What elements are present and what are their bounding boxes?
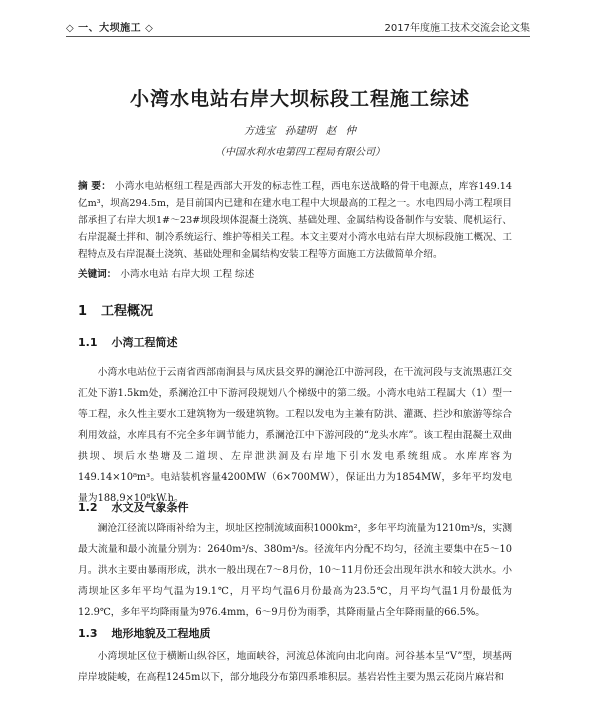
subsection-number: 1.3 <box>78 627 98 640</box>
subsection-number: 1.1 <box>78 336 98 349</box>
keywords-text: 小湾水电站 右岸大坝 工程 综述 <box>120 269 255 280</box>
article-affiliation: （中国水利水电第四工程局有限公司） <box>215 147 385 158</box>
subsection-heading-1-3 <box>78 625 211 641</box>
abstract-text: 小湾水电站枢纽工程是西部大开发的标志性工程，西电东送战略的骨干电源点，库容149.14亿m³，坝高294.5m，是目前国内已建和在建水电工程中大坝最高的工程之一。水电四局小湾工程项目部承担了右岸大坝1#～23#坝段坝体混凝土浇筑、基础处理、金属结构设备制作与安装、爬机运行、右岸混凝土拌和、制冷系统运行、维护等相关工程。本文主要对小湾水电站右岸大坝标段施工概况、工程特点及右岸混凝土浇筑、基础处理和金属结构安装工程等方面施工方法做简单介绍。 <box>78 181 512 260</box>
article-authors: 方选宝 孙建明 赵 仲 <box>243 125 356 137</box>
article-title: 小湾水电站右岸大坝标段工程施工综述 <box>129 88 470 110</box>
keywords-label: 关键词： <box>78 269 117 280</box>
section-title: 工程概况 <box>101 304 154 319</box>
subsection-title: 小湾工程简述 <box>111 336 178 349</box>
subsection-heading-1-1 <box>78 334 178 350</box>
abstract-label: 摘 要： <box>78 181 112 192</box>
paragraph-1-3: 小湾坝址区位于横断山纵谷区，地面峡谷，河流总体流向由北向南。河谷基本呈“V”型，坝基两岸岸坡陡峻，在高程1245m以下，部分地段分布第四系堆积层。基岩岩性主要为黑云花岗片麻岩和 <box>78 651 512 683</box>
header-section-label: ◇ 一、大坝施工 ◇ <box>66 22 154 34</box>
abstract <box>78 178 512 263</box>
paragraph-1-1: 小湾水电站位于云南省西部南涧县与凤庆县交界的澜沧江中游河段，在干流河段与支流黑惠江交汇处下游1.5km处，系澜沧江中下游河段规划八个梯级中的第二级。小湾水电站工程属大（1）型一等工程，永久性主要水工建筑物为一级建筑物。工程以发电为主兼有防洪、灌溉、拦沙和旅游等综合利用效益，水库具有不完全多年调节能力，系澜沧江中下游河段的“龙头水库”。该工程由混凝土双曲拱坝、坝后水垫塘及二道坝、左岸泄洪洞及右岸地下引水发电系统组成。水库库容为149.14×10⁸m³。电站装机容量4200MW（6×700MW），保证出力为1854MW，多年平均发电量为188.9×10⁸kW.h。 <box>78 367 512 504</box>
header-rule <box>66 36 530 37</box>
header-conference-label: 2017年度施工技术交流会论文集 <box>384 22 530 34</box>
running-header <box>66 18 530 34</box>
paragraph-1-2: 澜沧江径流以降雨补给为主，坝址区控制流域面积1000km²，多年平均流量为1210m³/s，实测最大流量和最小流量分别为：2640m³/s、380m³/s。径流年内分配不均匀，径流主要集中在5～10月。洪水主要由暴雨形成，洪水一般出现在7～8月份，10～11月份还会出现年洪水和较大洪水。小湾坝址区多年平均气温为19.1℃，月平均气温6月份最高为23.5℃，月平均气温1月份最低为12.9℃，多年平均降雨量为976.4mm，6～9月份为雨季，其降雨量占全年降雨量的66.5%。 <box>78 523 512 618</box>
subsection-number: 1.2 <box>78 501 98 514</box>
keywords <box>78 266 512 283</box>
subsection-heading-1-2 <box>78 499 189 515</box>
subsection-title: 水文及气象条件 <box>111 501 189 514</box>
section-number: 1 <box>78 304 88 319</box>
subsection-title: 地形地貌及工程地质 <box>111 627 211 640</box>
section-heading-1 <box>78 300 153 319</box>
